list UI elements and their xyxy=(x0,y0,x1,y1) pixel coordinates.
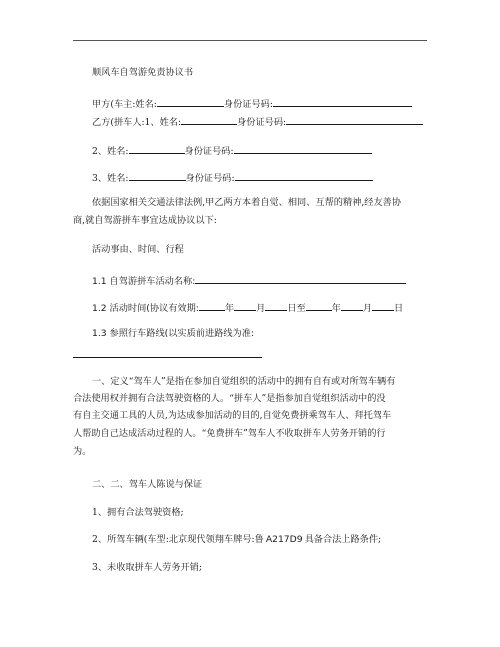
end-year-blank[interactable] xyxy=(306,300,332,311)
definition-line-5: 为。 xyxy=(73,446,92,457)
section-heading: 活动事由、时间、行程 xyxy=(92,244,184,255)
end-month-blank[interactable] xyxy=(341,300,363,311)
party-b3-id-label: 身份证号码: xyxy=(185,173,235,184)
item-2-2-line xyxy=(92,534,381,546)
item-1-2-label: 1.2 活动时间(协议有效期: xyxy=(92,303,199,314)
party-b-id-blank[interactable] xyxy=(286,114,423,125)
section-two-heading: 二、二、驾车人陈说与保证 xyxy=(92,479,203,490)
year-label: 年 xyxy=(224,303,235,314)
party-a-name-blank[interactable] xyxy=(157,96,224,107)
definition-line-2: 合法使用权并拥有合法驾驶资格的人。“拼车人”是指参加自觉组织活动中的没 xyxy=(73,393,386,404)
month-label: 月 xyxy=(256,303,266,314)
party-b2-id-blank[interactable] xyxy=(234,143,372,154)
day-to-label: 日至 xyxy=(287,303,306,314)
party-b-id-label: 身份证号码: xyxy=(237,117,287,128)
party-b2-line xyxy=(92,143,372,158)
end-day-blank[interactable] xyxy=(372,300,394,311)
intro-line-2: 商,就自驾游拼车事宜达成协议以下: xyxy=(73,215,217,226)
definition-line-4: 人帮助自己达成活动过程的人。“免费拼车”驾车人不收取拼车人劳务开销的行 xyxy=(73,428,386,439)
party-b3-label: 3、姓名: xyxy=(92,173,129,184)
plate-number: A217D9 xyxy=(265,534,303,545)
party-a-id-label: 身份证号码: xyxy=(223,99,273,110)
party-b2-name-blank[interactable] xyxy=(129,143,185,154)
party-b-line xyxy=(92,114,423,129)
party-b3-name-blank[interactable] xyxy=(129,170,186,181)
item-1-2-line xyxy=(92,300,403,315)
definition-line-3: 有自主交通工具的人员,为达成参加活动的目的,自觉免费拼乘驾车人、拜托驾车 xyxy=(73,410,392,421)
party-a-label: 甲方(车主:姓名: xyxy=(92,99,157,110)
party-b3-line xyxy=(92,170,373,185)
party-b-label: 乙方(拼车人:1、姓名: xyxy=(92,117,182,128)
start-year-blank[interactable] xyxy=(199,300,225,311)
party-b2-id-label: 身份证号码: xyxy=(184,146,234,157)
year-label: 年 xyxy=(331,303,341,314)
top-rule xyxy=(73,40,427,41)
party-b2-label: 2、姓名: xyxy=(92,146,129,157)
route-blank[interactable] xyxy=(73,357,262,358)
party-a-line xyxy=(92,96,412,111)
party-a-id-blank[interactable] xyxy=(273,96,412,107)
day-label: 日 xyxy=(394,303,404,314)
item-2-2-prefix: 2、所驾车辆(车型:北京现代领翔车牌号:鲁 xyxy=(92,534,264,545)
item-2-2-suffix: 具备合法上路条件; xyxy=(304,534,382,545)
item-2-3: 3、未收取拼车人劳务开销; xyxy=(92,562,203,573)
party-b3-id-blank[interactable] xyxy=(235,170,373,181)
start-month-blank[interactable] xyxy=(234,300,256,311)
intro-line-1: 依据国家相关交通法律法例,甲乙两方本着自觉、相同、互帮的精神,经友善协 xyxy=(92,197,402,208)
party-b-name-blank[interactable] xyxy=(181,114,237,125)
document-title: 顺风车自驾游免责协议书 xyxy=(92,67,194,78)
item-1-1-label: 1.1 自驾游拼车活动名称: xyxy=(92,276,196,287)
item-1-1-line xyxy=(92,273,406,288)
start-day-blank[interactable] xyxy=(265,300,287,311)
activity-name-blank[interactable] xyxy=(195,273,406,284)
month-label: 月 xyxy=(362,303,373,314)
item-1-3-label: 1.3 参照行车路线(以实质前进路线为准: xyxy=(92,328,255,339)
item-2-1: 1、拥有合法驾驶资格; xyxy=(92,507,184,518)
definition-line-1: 一、定义“驾车人”是指在参加自觉组织的活动中的拥有自有或对所驾车辆有 xyxy=(92,376,396,387)
